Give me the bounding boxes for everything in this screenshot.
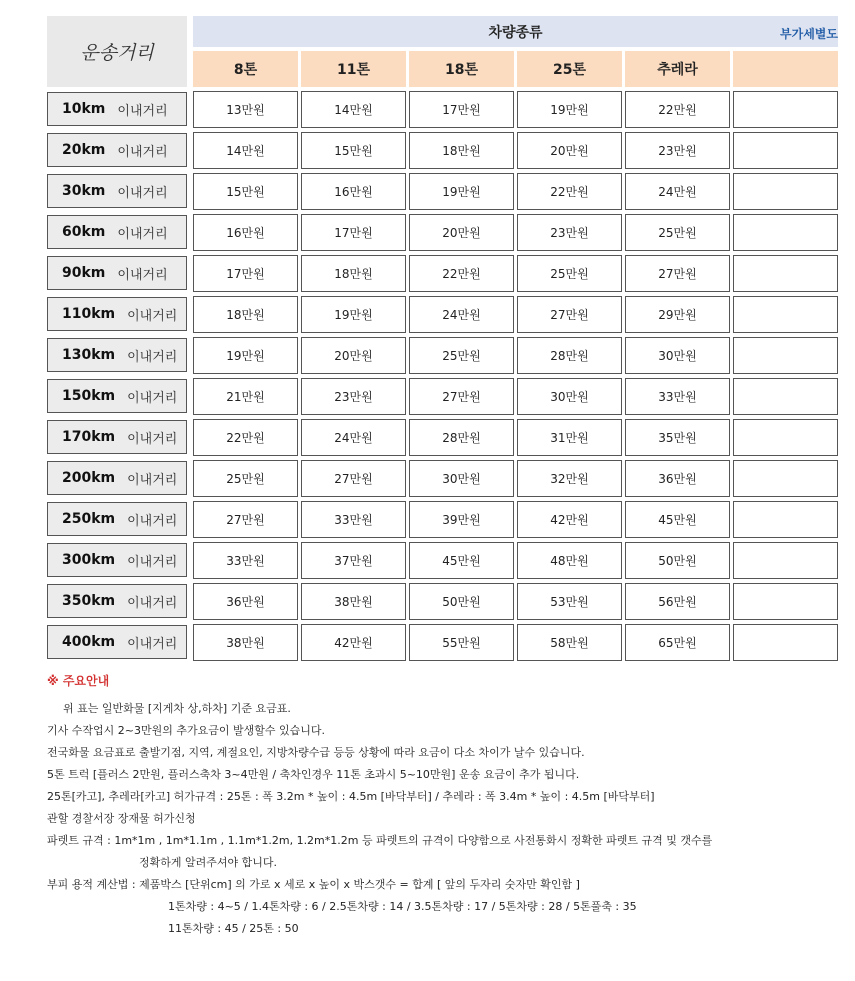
price-cell: 15만원 — [301, 132, 406, 169]
price-cell: 25만원 — [193, 460, 298, 497]
note-line: 정확하게 알려주셔야 합니다. — [139, 856, 278, 869]
note-line: 파렛트 규격 : 1m*1m , 1m*1.1m , 1.1m*1.2m, 1.2m*1.2m 등 파렛트의 규격이 다양함으로 사전통화시 정확한 파렛트 규격 및 갯수를 — [47, 834, 713, 847]
price-cell — [733, 132, 838, 169]
distance-suffix: 이내거리 — [127, 472, 178, 488]
distance-suffix: 이내거리 — [127, 390, 178, 406]
note-line: 기사 수작업시 2~3만원의 추가요금이 발생할수 있습니다. — [47, 724, 325, 737]
price-cell: 53만원 — [517, 583, 622, 620]
column-header: 8톤 — [193, 51, 298, 87]
price-cell: 13만원 — [193, 91, 298, 128]
distance-km: 170km — [62, 429, 116, 445]
vehicle-type-label: 차량종류 — [488, 24, 543, 41]
price-cell: 22만원 — [625, 91, 730, 128]
price-cell: 55만원 — [409, 624, 514, 661]
price-cell: 19만원 — [517, 91, 622, 128]
distance-label — [47, 174, 187, 208]
distance-label — [47, 338, 187, 372]
price-cell: 38만원 — [193, 624, 298, 661]
price-cell: 25만원 — [409, 337, 514, 374]
price-cell: 30만원 — [625, 337, 730, 374]
distance-label — [47, 420, 187, 454]
price-cell: 22만원 — [193, 419, 298, 456]
distance-km: 20km — [62, 142, 106, 158]
price-cell — [733, 91, 838, 128]
price-cell: 45만원 — [409, 542, 514, 579]
price-cell: 19만원 — [301, 296, 406, 333]
price-cell: 30만원 — [409, 460, 514, 497]
price-cell: 30만원 — [517, 378, 622, 415]
distance-label — [47, 215, 187, 249]
price-cell: 27만원 — [625, 255, 730, 292]
price-cell: 31만원 — [517, 419, 622, 456]
distance-label — [47, 502, 187, 536]
price-cell: 28만원 — [409, 419, 514, 456]
price-cell: 17만원 — [301, 214, 406, 251]
distance-km: 150km — [62, 388, 116, 404]
price-cell: 16만원 — [193, 214, 298, 251]
price-cell: 20만원 — [301, 337, 406, 374]
price-cell: 45만원 — [625, 501, 730, 538]
price-cell: 27만원 — [193, 501, 298, 538]
price-cell: 17만원 — [409, 91, 514, 128]
price-cell: 18만원 — [409, 132, 514, 169]
note-line: 관할 경찰서장 장재물 허가신청 — [47, 812, 196, 825]
distance-km: 300km — [62, 552, 116, 568]
price-cell: 23만원 — [625, 132, 730, 169]
distance-km: 250km — [62, 511, 116, 527]
price-cell: 50만원 — [625, 542, 730, 579]
price-cell: 23만원 — [517, 214, 622, 251]
note-line: 5톤 트럭 [플러스 2만원, 플러스축차 3~4만원 / 축차인경우 11톤 초과시 5~10만원] 운송 요금이 추가 됩니다. — [47, 768, 580, 781]
column-header — [733, 51, 838, 87]
note-line: 11톤차량 : 45 / 25톤 : 50 — [168, 922, 299, 935]
price-cell: 20만원 — [517, 132, 622, 169]
column-header: 18톤 — [409, 51, 514, 87]
notes-section — [47, 672, 837, 940]
price-cell: 19만원 — [409, 173, 514, 210]
price-cell — [733, 214, 838, 251]
note-line: 전국화물 요금표로 출발기점, 지역, 계절요인, 지방차량수급 등등 상황에 따라 요금이 다소 차이가 날수 있습니다. — [47, 746, 585, 759]
distance-km: 10km — [62, 101, 106, 117]
price-cell: 18만원 — [301, 255, 406, 292]
price-cell: 27만원 — [301, 460, 406, 497]
distance-suffix: 이내거리 — [117, 226, 168, 242]
price-cell: 50만원 — [409, 583, 514, 620]
price-cell — [733, 542, 838, 579]
price-cell: 22만원 — [517, 173, 622, 210]
distance-suffix: 이내거리 — [117, 144, 168, 160]
price-cell — [733, 337, 838, 374]
price-cell: 20만원 — [409, 214, 514, 251]
distance-label — [47, 625, 187, 659]
price-cell: 24만원 — [301, 419, 406, 456]
price-cell: 21만원 — [193, 378, 298, 415]
price-cell — [733, 501, 838, 538]
price-cell: 14만원 — [301, 91, 406, 128]
distance-suffix: 이내거리 — [117, 267, 168, 283]
price-cell: 23만원 — [301, 378, 406, 415]
price-cell: 65만원 — [625, 624, 730, 661]
price-cell — [733, 378, 838, 415]
price-cell: 25만원 — [625, 214, 730, 251]
distance-label — [47, 297, 187, 331]
distance-label — [47, 461, 187, 495]
price-cell: 27만원 — [517, 296, 622, 333]
distance-suffix: 이내거리 — [127, 308, 178, 324]
price-cell — [733, 583, 838, 620]
distance-km: 60km — [62, 224, 106, 240]
price-cell: 33만원 — [193, 542, 298, 579]
price-cell: 48만원 — [517, 542, 622, 579]
distance-suffix: 이내거리 — [127, 636, 178, 652]
price-cell: 42만원 — [301, 624, 406, 661]
price-cell: 35만원 — [625, 419, 730, 456]
distance-km: 30km — [62, 183, 106, 199]
column-header: 11톤 — [301, 51, 406, 87]
price-cell: 32만원 — [517, 460, 622, 497]
price-cell: 38만원 — [301, 583, 406, 620]
distance-km: 90km — [62, 265, 106, 281]
price-cell: 19만원 — [193, 337, 298, 374]
price-cell: 39만원 — [409, 501, 514, 538]
distance-label — [47, 379, 187, 413]
price-cell: 33만원 — [301, 501, 406, 538]
price-cell: 15만원 — [193, 173, 298, 210]
price-cell — [733, 296, 838, 333]
distance-km: 110km — [62, 306, 116, 322]
note-line: 1톤차량 : 4~5 / 1.4톤차량 : 6 / 2.5톤차량 : 14 / 3.5톤차량 : 17 / 5톤차량 : 28 / 5톤풀축 : 35 — [168, 900, 637, 913]
column-header: 추레라 — [625, 51, 730, 87]
price-cell: 28만원 — [517, 337, 622, 374]
price-cell: 17만원 — [193, 255, 298, 292]
note-line: 25톤[카고], 추레라[카고] 허가규격 : 25톤 : 폭 3.2m * 높이 : 4.5m [바닥부터] / 추레라 : 폭 3.4m * 높이 : 4.5m [바닥부터] — [47, 790, 655, 803]
column-header: 25톤 — [517, 51, 622, 87]
price-cell: 36만원 — [193, 583, 298, 620]
notes-title: ※ 주요안내 — [47, 674, 110, 688]
price-cell: 27만원 — [409, 378, 514, 415]
distance-suffix: 이내거리 — [117, 103, 168, 119]
distance-suffix: 이내거리 — [127, 431, 178, 447]
price-cell — [733, 419, 838, 456]
distance-label — [47, 92, 187, 126]
price-cell: 24만원 — [625, 173, 730, 210]
distance-suffix: 이내거리 — [127, 554, 178, 570]
vat-excluded-label: 부가세별도 — [780, 27, 838, 41]
price-cell: 18만원 — [193, 296, 298, 333]
price-cell: 56만원 — [625, 583, 730, 620]
distance-km: 130km — [62, 347, 116, 363]
price-cell: 33만원 — [625, 378, 730, 415]
price-cell: 16만원 — [301, 173, 406, 210]
distance-km: 400km — [62, 634, 116, 650]
vehicle-type-header — [193, 16, 838, 47]
price-cell — [733, 624, 838, 661]
price-cell: 29만원 — [625, 296, 730, 333]
distance-km: 200km — [62, 470, 116, 486]
price-cell: 22만원 — [409, 255, 514, 292]
distance-suffix: 이내거리 — [127, 513, 178, 529]
price-cell: 14만원 — [193, 132, 298, 169]
note-line: 위 표는 일반화물 [지게차 상,하차] 기준 요금표. — [63, 702, 291, 715]
distance-label — [47, 256, 187, 290]
distance-km: 350km — [62, 593, 116, 609]
distance-label — [47, 133, 187, 167]
distance-label — [47, 543, 187, 577]
price-cell — [733, 173, 838, 210]
price-cell: 36만원 — [625, 460, 730, 497]
price-cell: 24만원 — [409, 296, 514, 333]
note-line: 부피 용적 계산법 : 제품박스 [단위cm] 의 가로 x 세로 x 높이 x 박스갯수 = 합계 [ 앞의 두자리 숫자만 확인함 ] — [47, 878, 580, 891]
price-cell — [733, 460, 838, 497]
price-cell — [733, 255, 838, 292]
distance-suffix: 이내거리 — [117, 185, 168, 201]
price-cell: 42만원 — [517, 501, 622, 538]
distance-suffix: 이내거리 — [127, 349, 178, 365]
price-cell: 37만원 — [301, 542, 406, 579]
distance-suffix: 이내거리 — [127, 595, 178, 611]
price-cell: 58만원 — [517, 624, 622, 661]
price-cell: 25만원 — [517, 255, 622, 292]
distance-label — [47, 584, 187, 618]
distance-header: 운송거리 — [47, 16, 187, 87]
